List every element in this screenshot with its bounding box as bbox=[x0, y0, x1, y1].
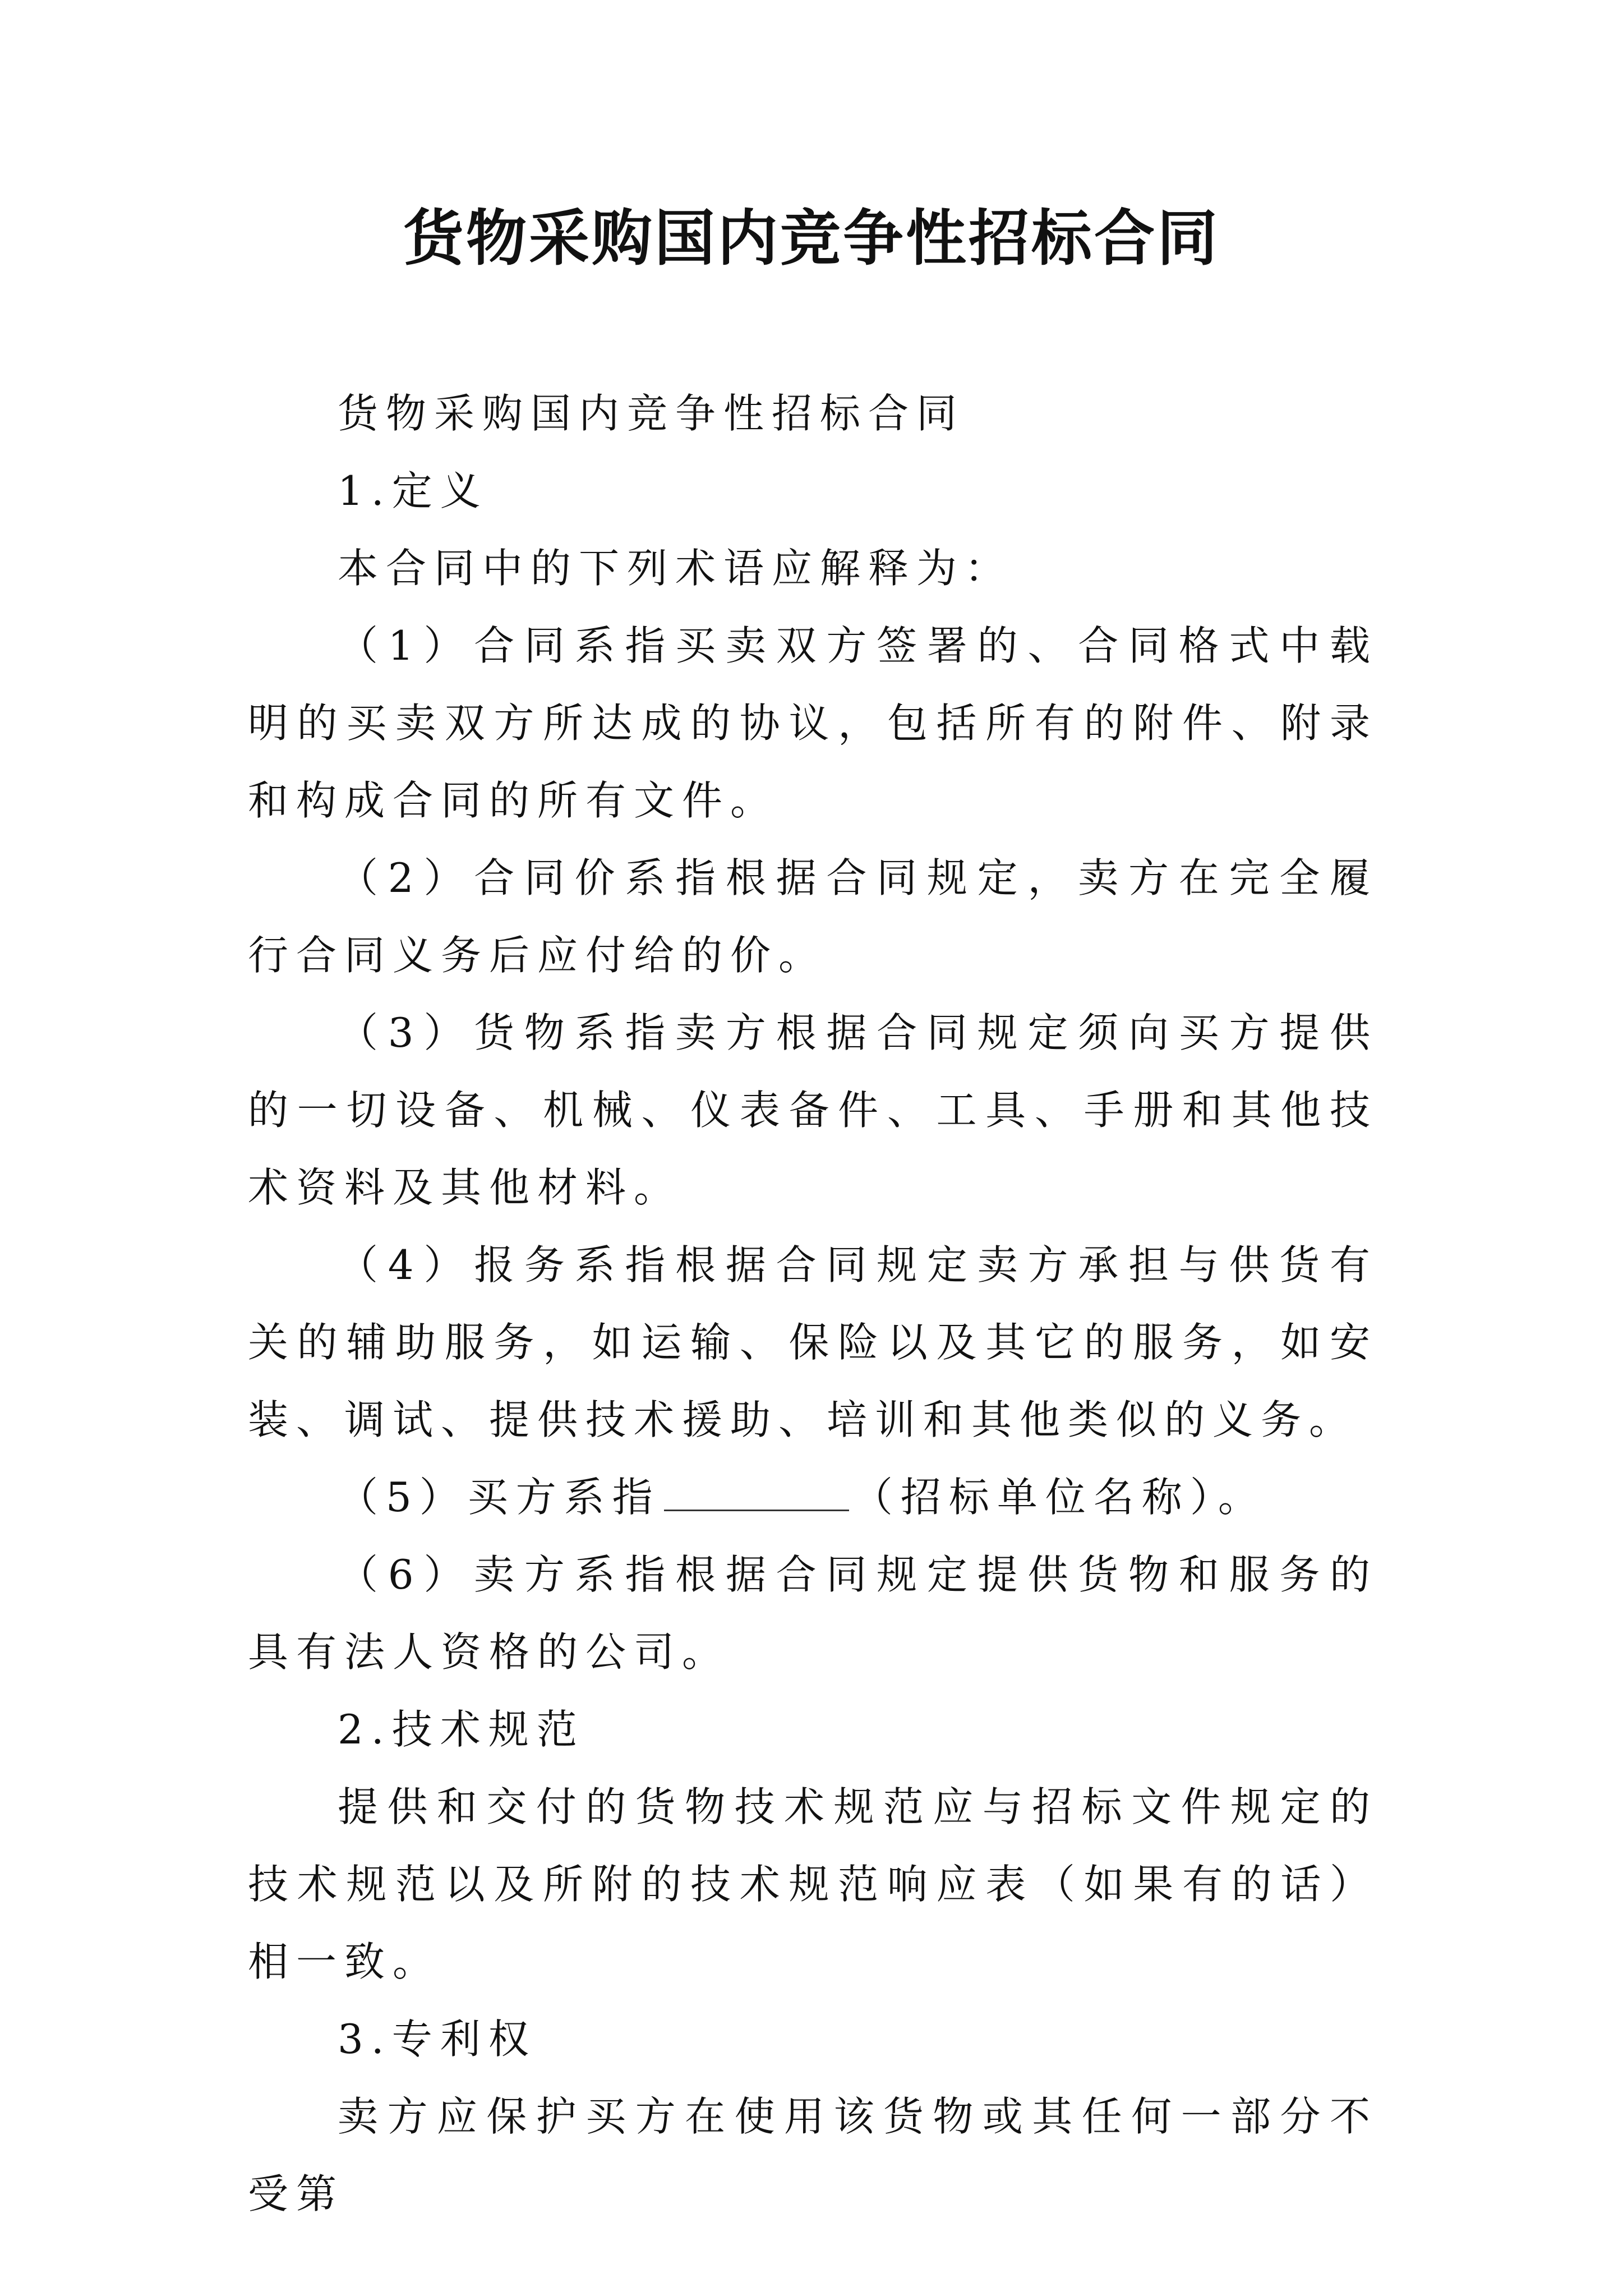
paragraph: 提供和交付的货物技术规范应与招标文件规定的技术规范以及所附的技术规范响应表（如果有的话）相一致。 bbox=[248, 1783, 1378, 1985]
document-title: 货物采购国内竞争性招标合同 bbox=[403, 203, 1220, 274]
section-heading-technical-specs: 2.技术规范 bbox=[338, 1706, 585, 1753]
section-heading-definitions: 1.定义 bbox=[338, 467, 488, 514]
paragraph: 卖方应保护买方在使用该货物或其任何一部分不受第 bbox=[248, 2093, 1378, 2217]
fill-in-blank bbox=[664, 1470, 849, 1511]
paragraph: （1）合同系指买卖双方签署的、合同格式中载明的买卖双方所达成的协议，包括所有的附件、附录和构成合同的所有文件。 bbox=[248, 622, 1378, 824]
paragraph-buyer-definition bbox=[248, 1458, 1378, 1536]
paragraph: （3）货物系指卖方根据合同规定须向买方提供的一切设备、机械、仪表备件、工具、手册和其他技术资料及其他材料。 bbox=[248, 1009, 1378, 1211]
paragraph-text: （招标单位名称）。 bbox=[852, 1474, 1266, 1521]
paragraph: 货物采购国内竞争性招标合同 bbox=[338, 390, 965, 437]
paragraph: （6）卖方系指根据合同规定提供货物和服务的具有法人资格的公司。 bbox=[248, 1551, 1378, 1676]
paragraph: 本合同中的下列术语应解释为： bbox=[338, 545, 1013, 592]
section-heading-patent: 3.专利权 bbox=[338, 2016, 537, 2063]
paragraph-text: （5）买方系指 bbox=[338, 1474, 661, 1521]
paragraph: （4）报务系指根据合同规定卖方承担与供货有关的辅助服务，如运输、保险以及其它的服务，如安装、调试、提供技术援助、培训和其他类似的义务。 bbox=[248, 1241, 1378, 1443]
paragraph: （2）合同价系指根据合同规定，卖方在完全履行合同义务后应付给的价。 bbox=[248, 854, 1378, 979]
document-body bbox=[248, 375, 1378, 2233]
